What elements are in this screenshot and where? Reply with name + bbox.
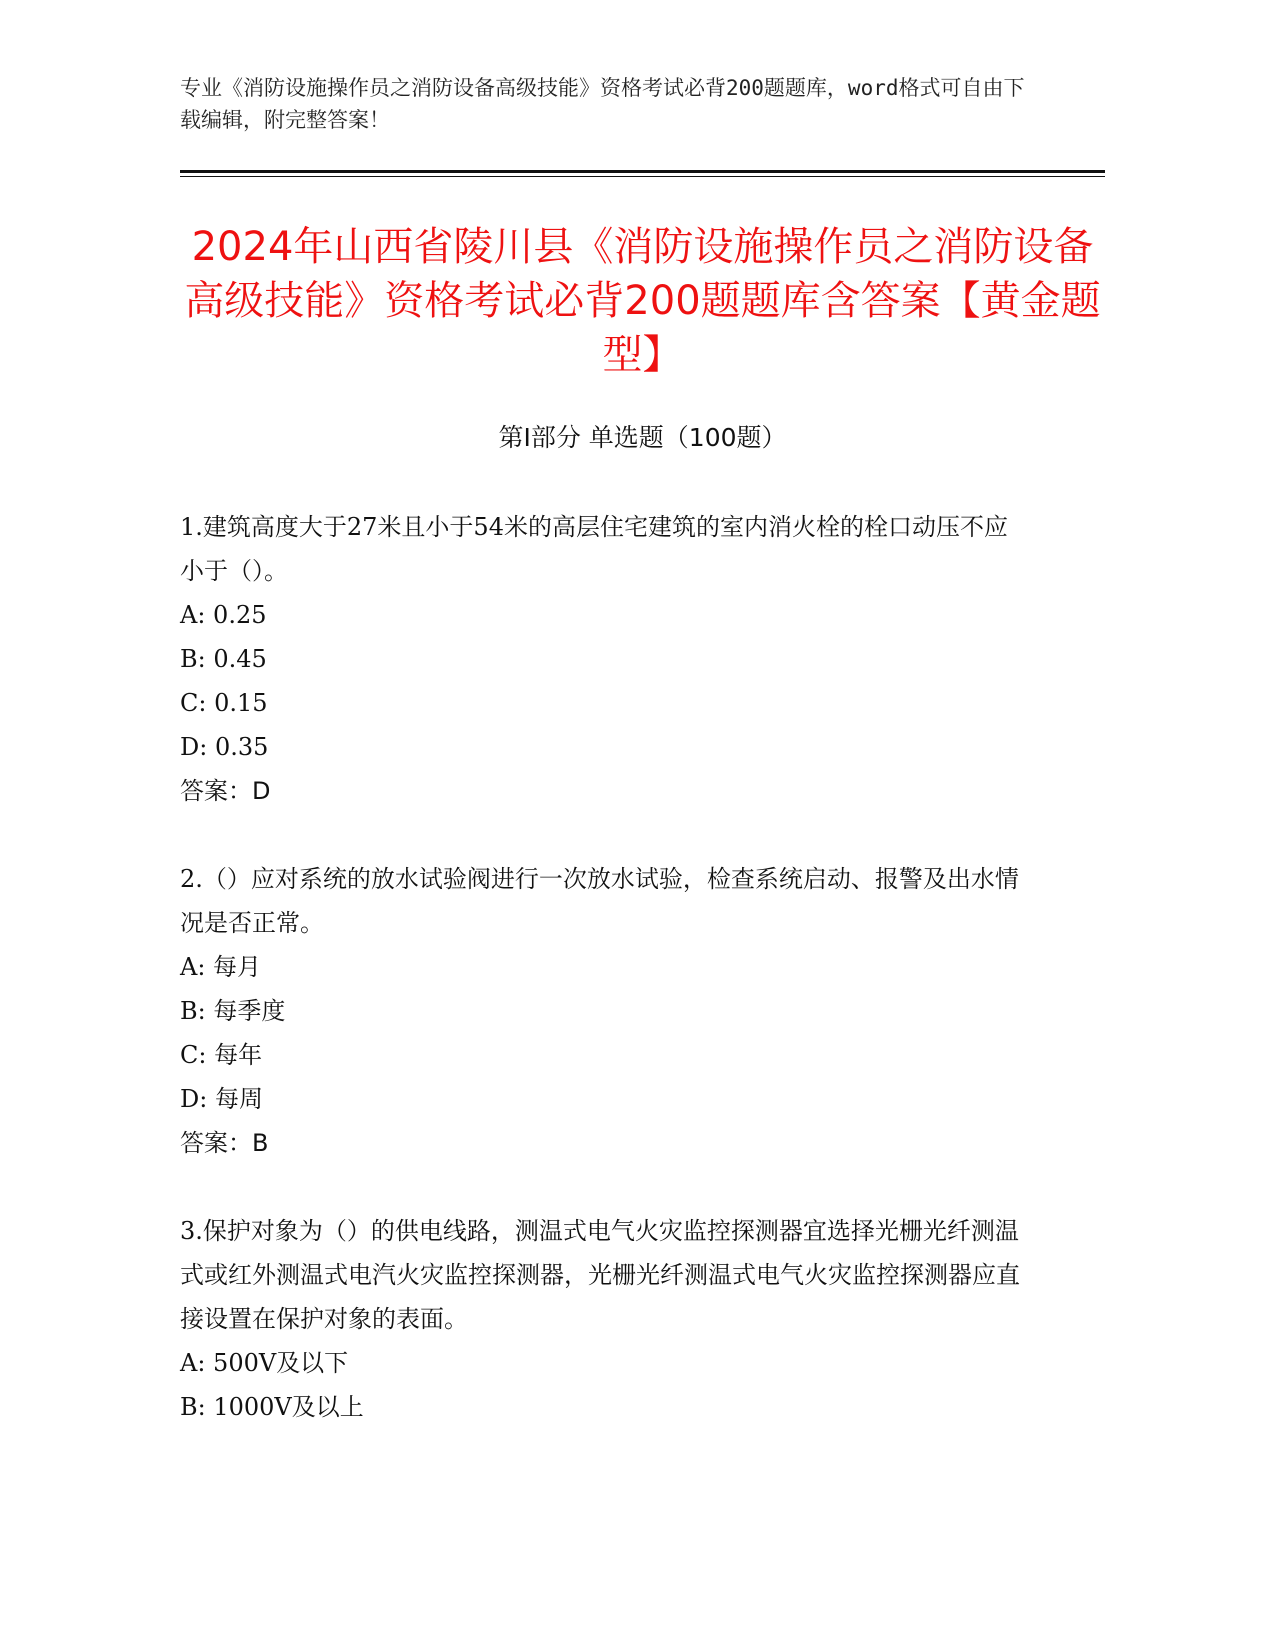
question-text: 2.（）应对系统的放水试验阀进行一次放水试验，检查系统启动、报警及出水情况是否正常。 xyxy=(180,865,1019,937)
header-divider-thin xyxy=(180,176,1105,177)
answer-line: 答案：D xyxy=(180,777,271,805)
header-note: 专业《消防设施操作员之消防设备高级技能》资格考试必背200题题库，word格式可自由下载编辑，附完整答案！ xyxy=(180,76,1025,132)
option-b: B: 1000V及以上 xyxy=(180,1393,364,1421)
question-text: 3.保护对象为（）的供电线路，测温式电气火灾监控探测器宜选择光栅光纤测温式或红外测温式电汽火灾监控探测器，光栅光纤测温式电气火灾监控探测器应直接设置在保护对象的表面。 xyxy=(180,1217,1020,1333)
option-a: A: 0.25 xyxy=(180,601,267,629)
answer-line: 答案：B xyxy=(180,1129,269,1157)
question-2 xyxy=(180,857,1020,1165)
question-text: 1.建筑高度大于27米且小于54米的高层住宅建筑的室内消火栓的栓口动压不应小于（）。 xyxy=(180,513,1008,585)
question-3 xyxy=(180,1209,1020,1429)
option-c: C: 每年 xyxy=(180,1041,263,1069)
option-c: C: 0.15 xyxy=(180,689,268,717)
header-divider-thick xyxy=(180,170,1105,173)
section-heading: 第Ⅰ部分 单选题（100题） xyxy=(498,423,787,452)
document-title: 2024年山西省陵川县《消防设施操作员之消防设备高级技能》资格考试必背200题题库含答案【黄金题型】 xyxy=(184,224,1101,378)
option-b: B: 每季度 xyxy=(180,997,286,1025)
option-d: D: 每周 xyxy=(180,1085,263,1113)
option-d: D: 0.35 xyxy=(180,733,269,761)
option-a: A: 500V及以下 xyxy=(180,1349,349,1377)
option-a: A: 每月 xyxy=(180,953,262,981)
question-list xyxy=(180,505,1020,1473)
option-b: B: 0.45 xyxy=(180,645,267,673)
question-1 xyxy=(180,505,1020,813)
